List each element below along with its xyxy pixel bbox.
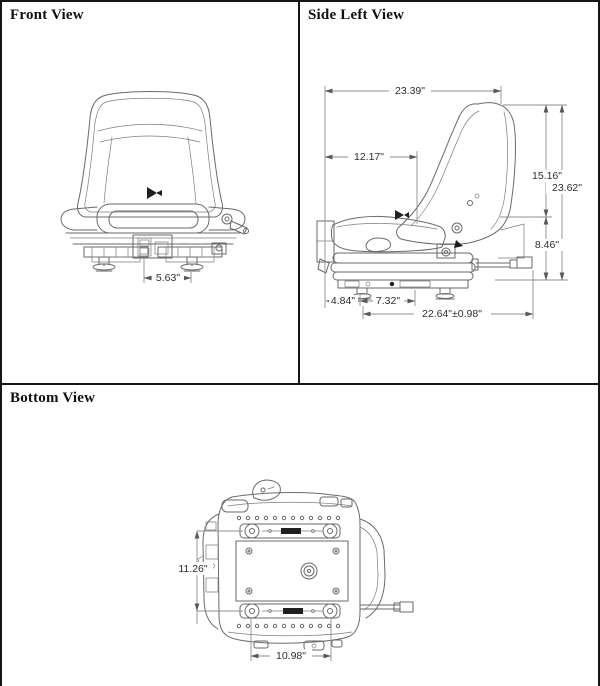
panel-side-left-view — [300, 2, 598, 383]
center-of-gravity-mark — [147, 187, 162, 199]
cushion-wing-right — [209, 207, 245, 230]
seat-pan-outer — [97, 204, 209, 233]
dim-front-foot-spacing: 5.63" — [155, 272, 181, 284]
dim-backrest-height: 15.16" — [531, 170, 563, 182]
panel-bottom-view — [2, 385, 598, 686]
dim-front-offset: 4.84" — [330, 295, 356, 307]
bump-top-right-1 — [320, 497, 338, 506]
front-clip — [318, 259, 329, 273]
foot-left — [93, 257, 115, 271]
adjust-lever — [366, 238, 390, 251]
body-outline — [218, 493, 360, 644]
backrest-front-seam — [411, 111, 479, 226]
side-dimensions — [325, 85, 588, 320]
backrest-top-band-lower — [100, 136, 200, 142]
slide-rail-top — [240, 524, 340, 538]
adjustment-rod — [472, 257, 532, 270]
dim-bolt-spacing: 10.98" — [275, 650, 307, 662]
top-row — [2, 2, 598, 385]
top-knob — [253, 480, 281, 500]
backrest-mount-plate — [498, 224, 524, 258]
dim-overall-height: 23.62" — [551, 182, 583, 194]
seat-pan-opening — [109, 211, 198, 228]
bottom-view-drawing — [2, 385, 598, 686]
base-bar-right — [166, 257, 214, 262]
cushion-wing-left — [61, 207, 97, 230]
center-emblem — [301, 563, 317, 579]
foot-rear — [436, 288, 454, 299]
dim-rail-spacing: 11.26" — [178, 563, 208, 575]
backrest-left-seam — [104, 137, 112, 203]
front-view-drawing — [2, 2, 298, 383]
bellows-layer-2 — [331, 263, 475, 272]
backrest-top-band-upper — [98, 124, 202, 131]
cushion-profile — [331, 216, 445, 251]
bump-bottom-3 — [332, 640, 342, 647]
body-bottom-inner — [228, 632, 352, 636]
perforated-strip-bottom — [237, 624, 339, 627]
slide-rail-bottom — [240, 604, 340, 618]
body-top-inner — [228, 502, 352, 506]
backrest-back-seam — [491, 112, 508, 229]
bellows-layer-3 — [333, 272, 473, 280]
panel-front-view — [2, 2, 300, 383]
recline-pivot — [437, 201, 473, 259]
dim-overall-depth: 23.39" — [394, 85, 426, 97]
side-seat-art — [317, 103, 532, 299]
backrest-flap — [360, 519, 385, 618]
hinge-bump-left — [222, 500, 248, 512]
front-seat-art — [61, 92, 249, 272]
foot-right — [181, 257, 203, 271]
backrest-outline — [77, 92, 222, 218]
base-plate — [236, 541, 348, 601]
perforated-strip-top — [237, 516, 339, 519]
side-lever — [212, 214, 249, 254]
front-trim-box — [317, 221, 334, 262]
panel-title-bottom: Bottom View — [10, 390, 96, 406]
panel-title-side: Side Left View — [308, 7, 405, 23]
dim-foot-spacing-side: 7.32" — [375, 295, 401, 307]
cushion-top-line — [337, 223, 437, 229]
side-view-drawing — [300, 2, 598, 383]
backrest-flap-inner — [360, 527, 378, 610]
dim-overall-length: 22.64"±0.98" — [422, 308, 482, 320]
bottom-seat-art — [198, 480, 413, 650]
panel-title-front: Front View — [10, 7, 84, 23]
backrest-right-seam — [188, 137, 196, 203]
dim-cushion-depth: 12.17" — [353, 151, 385, 163]
dim-base-section-height: 8.46" — [534, 239, 560, 251]
